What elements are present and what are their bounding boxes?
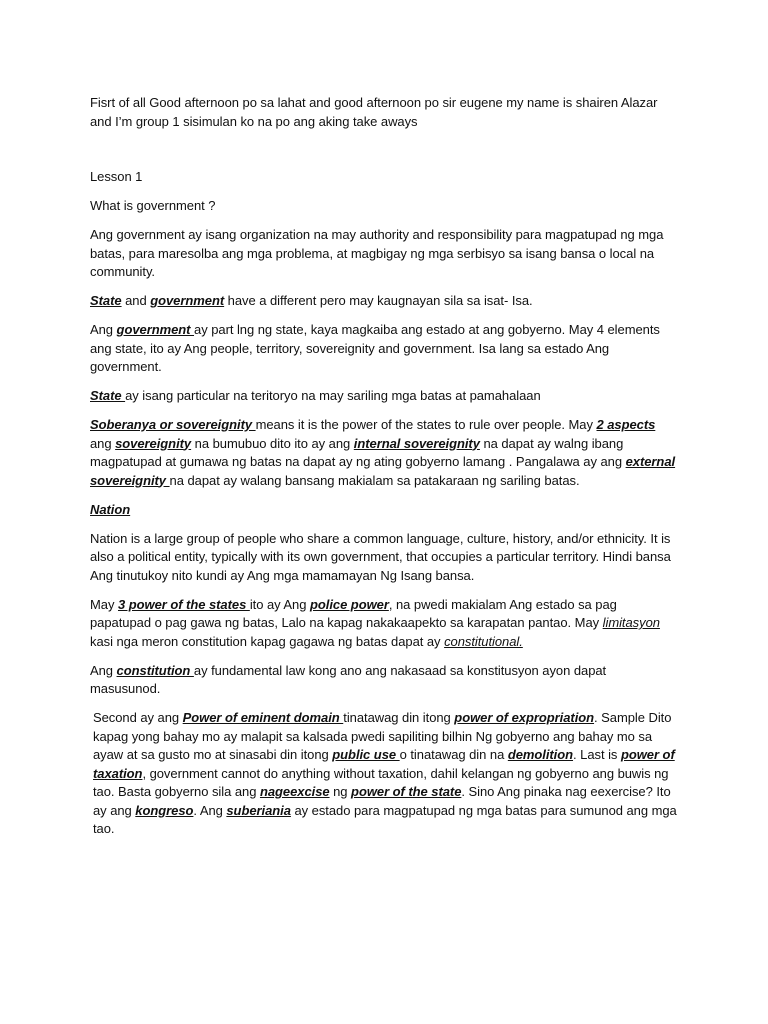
nation-paragraph: Nation is a large group of people who share a common language, culture, history, and/or ethnicity. It is also a political entity, typically with its own government, that occupies a particular territory. Hindi bansa Ang tinutukoy nito kundi ay Ang mga mamamayan Ng Isang bansa. (90, 530, 671, 583)
term-kongreso: kongreso (135, 802, 194, 818)
question-heading: What is government ? (90, 198, 216, 213)
term-power-of-taxation: power of taxation (93, 747, 675, 781)
term-power-of-expropriation: power of expropriation (454, 710, 595, 725)
term-demolition: demolition (507, 747, 574, 762)
eminent-domain-paragraph (90, 709, 678, 839)
term-constitution: constitution (116, 662, 194, 678)
nation-heading (90, 501, 678, 520)
text-run: ito ay Ang (249, 596, 310, 612)
text-run: Ang (90, 662, 117, 678)
term-internal-sovereignity: internal sovereignity (353, 435, 480, 451)
lesson-title: Lesson 1 (90, 169, 143, 184)
term-nageexcise: nageexcise (259, 784, 330, 799)
text-run: means it is the power of the states to rule over people. May (255, 417, 597, 432)
text-run: May (90, 596, 118, 612)
government-paragraph (90, 321, 678, 377)
intro-paragraph: Fisrt of all Good afternoon po sa lahat and good afternoon po sir eugene my name is shairen Alazar and I’m group 1 sisimulan ko na po ang aking take aways (90, 95, 658, 129)
text-run: na bumubuo dito ito ay ang (191, 435, 354, 451)
text-run: na dapat ay walng ibang magpatupad at gumawa ng batas na dapat ay ng ating gobyerno lamang . Pangalawa ay ang (90, 435, 626, 469)
text-run: ng (329, 784, 352, 799)
text-run: have a different pero may kaugnayan sila sa isat- Isa. (224, 293, 533, 308)
term-government: government (116, 322, 195, 337)
government-definition-paragraph: Ang government ay isang organization na may authority and responsibility para magpatupad ng mga batas, para maresolba ang mga problema, at magbigay ng mga serbisyo sa isang bansa o local na community. (90, 227, 664, 279)
term-state: State (90, 293, 122, 308)
term-police-power: police power (309, 596, 389, 612)
text-run: and (121, 293, 151, 308)
term-sovereignty: Soberanya or sovereignity (90, 417, 256, 432)
term-public-use: public use (332, 747, 400, 762)
term-power-of-the-state: power of the state (351, 784, 462, 799)
term-limitasyon: limitasyon (602, 615, 660, 630)
text-run: na dapat ay walang bansang makialam sa patakaraan ng sariling batas. (169, 472, 580, 488)
term-state: State (90, 388, 126, 403)
text-run: ay isang particular na teritoryo na may sariling mga batas at pamahalaan (125, 388, 541, 403)
term-external-sovereignity: external sovereignity (90, 454, 676, 488)
term-suberiania: suberiania (226, 802, 291, 818)
text-run: . Last is (573, 747, 621, 762)
term-constitutional: constitutional. (444, 633, 523, 649)
term-sovereignity: sovereignity (115, 435, 192, 451)
text-run: ay part lng ng state, kaya magkaiba ang estado at ang gobyerno. May 4 elements ang state, ito ay Ang people, territory, sovereignity and government. Isa lang sa estado Ang government. (90, 322, 660, 374)
state-paragraph (90, 387, 678, 406)
text-run: ay estado para magpatupad ng mga batas para sumunod ang mga tao. (93, 802, 677, 836)
term-2-aspects: 2 aspects (596, 417, 656, 432)
text-run: o tinatawag din na (399, 747, 508, 762)
power-paragraph (90, 596, 678, 652)
text-run: . Sino Ang pinaka nag eexercise? Ito ay ang (93, 784, 671, 818)
text-run: ay fundamental law kong ano ang nakasaad sa konstitusyon ayon dapat masusunod. (90, 662, 607, 696)
text-run: , government cannot do anything without taxation, dahil kelangan ng gobyerno ang buwis ng tao. Basta gobyerno sila ang (93, 765, 669, 799)
text-run: Second ay ang (93, 710, 183, 725)
term-nation: Nation (90, 501, 131, 517)
text-run: kasi nga meron constitution kapag gagawa ng batas dapat ay (90, 633, 445, 649)
term-3-power-of-the-states: 3 power of the states (117, 596, 250, 612)
state-government-paragraph (90, 292, 678, 311)
text-run: , na pwedi makialam Ang estado sa pag papatupad o pag gawa ng batas, Lalo na kapag nakakaapekto sa karapatan pantao. May (90, 596, 617, 630)
text-run: Ang (90, 322, 117, 337)
text-run: ang (90, 435, 116, 451)
constitution-paragraph (90, 662, 678, 699)
text-run: . Sample Dito kapag yong bahay mo ay malapit sa kalsada pwedi sapiliting bilhin Ng gobyerno ang bahay mo sa ayaw at sa gusto mo at sinasabi din itong (93, 710, 672, 762)
text-run: tinatawag din itong (343, 710, 455, 725)
term-government: government (150, 293, 225, 308)
text-run: . Ang (193, 802, 227, 818)
term-power-of-eminent-domain: Power of eminent domain (182, 710, 344, 725)
sovereignty-paragraph (90, 416, 678, 490)
